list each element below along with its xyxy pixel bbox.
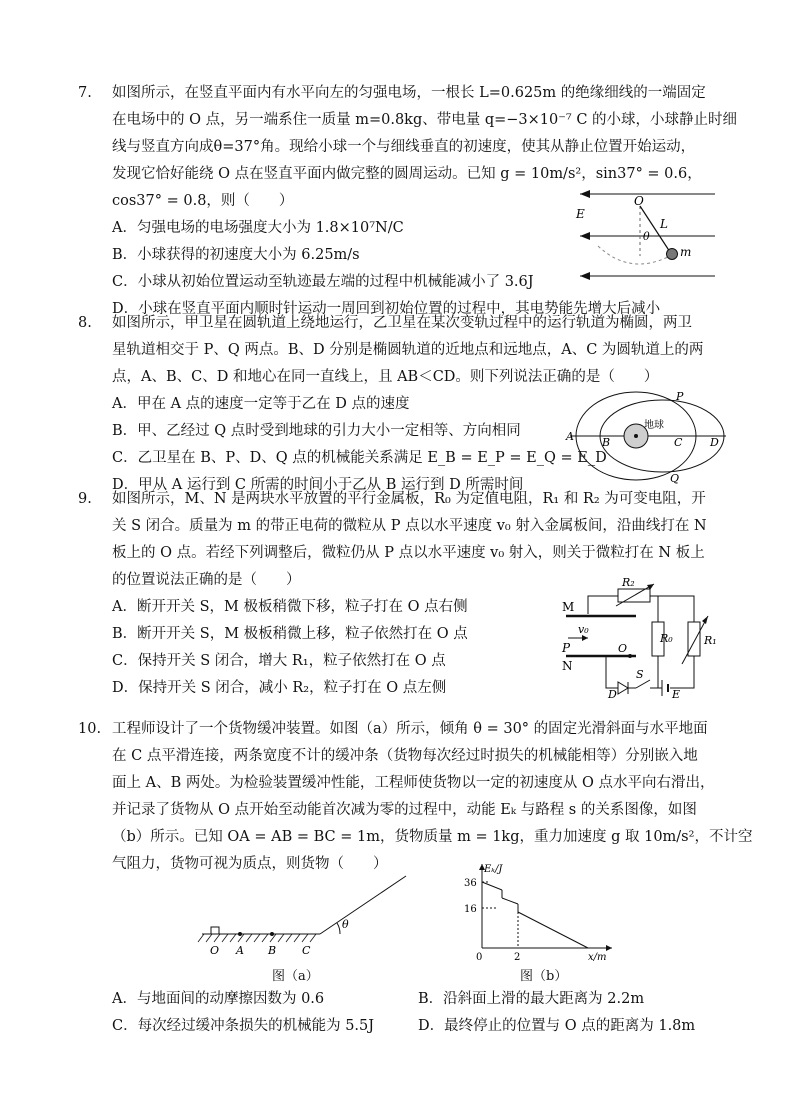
- label-emf: E: [672, 688, 681, 700]
- question-number: 7.: [78, 85, 92, 101]
- question-text-line: 发现它恰好能绕 O 点在竖直平面内做完整的圆周运动。已知 g = 10m/s²，sin37° = 0.6，: [112, 166, 702, 182]
- label-theta: θ: [342, 918, 349, 931]
- label-o: O: [210, 944, 220, 957]
- question-text-line: 的位置说法正确的是（ ）: [112, 572, 301, 588]
- question-number: 9.: [78, 491, 92, 507]
- option-c[interactable]: C．保持开关 S 闭合，增大 R₁，粒子依然打在 O 点: [112, 653, 446, 669]
- option-b[interactable]: B．小球获得的初速度大小为 6.25m/s: [112, 247, 360, 263]
- question-text-line: 线与竖直方向成θ=37°角。现给小球一个与细线垂直的初速度，使其从静止位置开始运动，: [112, 139, 696, 155]
- label-a: A: [566, 430, 574, 443]
- question-text-line: 在电场中的 O 点，另一端系住一质量 m=0.8kg、带电量 q=−3×10⁻⁷ C 的小球，小球静止时细: [112, 112, 738, 128]
- option-b[interactable]: B．断开开关 S，M 极板稍微上移，粒子依然打在 O 点: [112, 626, 468, 642]
- option-a[interactable]: A．匀强电场的电场强度大小为 1.8×10⁷N/C: [112, 220, 404, 236]
- question-text-line: 关 S 闭合。质量为 m 的带正电荷的微粒从 P 点以水平速度 v₀ 射入金属板间，沿曲线打在 N: [112, 518, 707, 534]
- label-r0: R₀: [660, 632, 673, 645]
- figure-satellite-orbits: [562, 384, 730, 488]
- label-e: E: [576, 207, 585, 221]
- label-c: C: [302, 944, 311, 957]
- figure-a-slope: [196, 868, 416, 958]
- question-text-line: 气阻力，货物可视为质点，则货物（ ）: [112, 856, 388, 872]
- question-number: 10.: [78, 721, 102, 737]
- option-d[interactable]: D．保持开关 S 闭合，减小 R₂，粒子打在 O 点左侧: [112, 680, 447, 696]
- option-a[interactable]: A．甲在 A 点的速度一定等于乙在 D 点的速度: [112, 396, 410, 412]
- option-c[interactable]: C．乙卫星在 B、P、D、Q 点的机械能关系满足 E_B = E_P = E_Q = E_D: [112, 450, 607, 466]
- label-c: C: [674, 436, 683, 449]
- label-p: P: [676, 390, 684, 403]
- option-b[interactable]: B．沿斜面上滑的最大距离为 2.2m: [418, 991, 645, 1007]
- label-theta: θ: [643, 230, 650, 243]
- label-m-plate: M: [562, 600, 575, 614]
- question-text-line: 板上的 O 点。若经下列调整后，微粒仍从 P 点以水平速度 v₀ 射入，则关于微粒打在 N 板上: [112, 545, 705, 561]
- option-a[interactable]: A．断开开关 S，M 极板稍微下移，粒子打在 O 点右侧: [112, 599, 468, 615]
- figure-a-caption: 图（a）: [272, 969, 319, 984]
- label-v0: v₀: [578, 623, 589, 636]
- graph-y16: 16: [464, 904, 477, 915]
- label-d: D: [710, 436, 719, 449]
- label-q: Q: [670, 472, 680, 485]
- label-r2: R₂: [622, 578, 635, 589]
- question-text-line: 并记录了货物从 O 点开始至动能首次减为零的过程中，动能 Eₖ 与路程 s 的关系图像，如图: [112, 802, 697, 818]
- question-number: 8.: [78, 315, 92, 331]
- question-text-line: 如图所示，甲卫星在圆轨道上绕地运行，乙卫星在某次变轨过程中的运行轨道为椭圆，两卫: [112, 315, 692, 331]
- option-d[interactable]: D．小球在竖直平面内顺时针运动一周回到初始位置的过程中，其电势能先增大后减小: [112, 301, 661, 317]
- option-a[interactable]: A．与地面间的动摩擦因数为 0.6: [112, 991, 325, 1007]
- option-c[interactable]: C．小球从初始位置运动至轨迹最左端的过程中机械能减小了 3.6J: [112, 274, 534, 290]
- figure-b-caption: 图（b）: [520, 969, 568, 984]
- option-c[interactable]: C．每次经过缓冲条损失的机械能为 5.5J: [112, 1018, 375, 1034]
- graph-x2: 2: [514, 952, 521, 963]
- label-b: B: [268, 944, 277, 957]
- question-text-line: 工程师设计了一个货物缓冲装置。如图（a）所示，倾角 θ = 30° 的固定光滑斜面与水平地面: [112, 721, 708, 737]
- label-o: O: [634, 194, 644, 208]
- label-a: A: [236, 944, 244, 957]
- label-o-point: O: [618, 642, 628, 655]
- label-switch: S: [636, 668, 644, 681]
- graph-y36: 36: [464, 878, 477, 889]
- label-earth: 地球: [644, 420, 664, 431]
- question-text-line: （b）所示。已知 OA = AB = BC = 1m，货物质量 m = 1kg，重力加速度 g 取 10m/s²，不计空: [112, 829, 753, 845]
- question-text-line: 在 C 点平滑连接，两条宽度不计的缓冲条（货物每次经过时损失的机械能相等）分别嵌入地: [112, 748, 698, 764]
- question-text-line: 点，A、B、C、D 和地心在同一直线上，且 AB＜CD。则下列说法正确的是（ ）: [112, 369, 659, 385]
- label-p-point: P: [562, 641, 571, 655]
- label-diode: D: [608, 688, 617, 700]
- figure-circuit: [558, 578, 728, 700]
- question-text-line: 面上 A、B 两处。为检验装置缓冲性能，工程师使货物以一定的初速度从 O 点水平向右滑出，: [112, 775, 715, 791]
- question-text-line: 星轨道相交于 P、Q 两点。B、D 分别是椭圆轨道的近地点和远地点，A、C 为圆轨道上的两: [112, 342, 704, 358]
- label-n-plate: N: [562, 659, 573, 673]
- label-b: B: [602, 436, 611, 449]
- question-text-line: 如图所示，M、N 是两块水平放置的平行金属板，R₀ 为定值电阻，R₁ 和 R₂ 为可变电阻，开: [112, 491, 706, 507]
- graph-xlabel: x/m: [588, 952, 607, 963]
- label-m: m: [680, 245, 692, 259]
- graph-ylabel: Eₖ/J: [484, 864, 503, 875]
- option-b[interactable]: B．甲、乙经过 Q 点时受到地球的引力大小一定相等、方向相同: [112, 423, 521, 439]
- question-text-line: 如图所示，在竖直平面内有水平向左的匀强电场，一根长 L=0.625m 的绝缘细线的一端固定: [112, 85, 706, 101]
- graph-x0: 0: [476, 952, 483, 963]
- label-l: L: [660, 217, 668, 231]
- label-r1: R₁: [704, 634, 717, 647]
- question-text-line: cos37° = 0.8，则（ ）: [112, 193, 294, 209]
- option-d[interactable]: D．最终停止的位置与 O 点的距离为 1.8m: [418, 1018, 696, 1034]
- figure-b-energy-graph: [462, 858, 618, 964]
- option-d[interactable]: D．甲从 A 运行到 C 所需的时间小于乙从 B 运行到 D 所需时间: [112, 477, 524, 493]
- figure-electric-field-pendulum: [570, 186, 720, 286]
